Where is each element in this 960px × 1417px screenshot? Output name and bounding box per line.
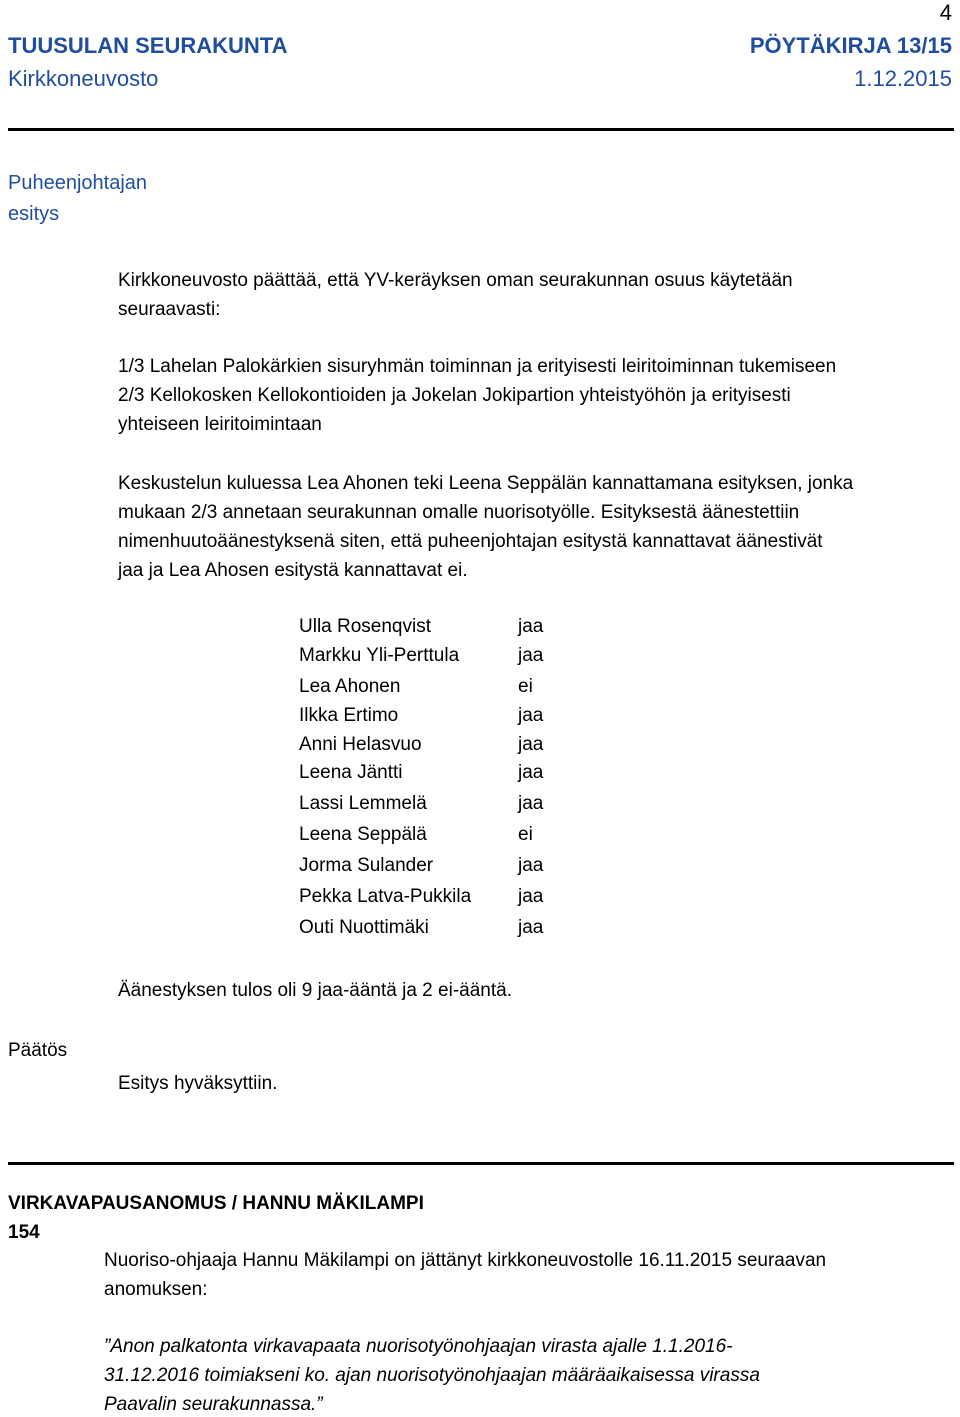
voter-name: Outi Nuottimäki [299, 917, 429, 938]
voter-name: Anni Helasvuo [299, 734, 422, 755]
item-text-line1: Nuoriso-ohjaaja Hannu Mäkilampi on jättänyt kirkkoneuvostolle 16.11.2015 seuraavan [104, 1250, 827, 1271]
meeting-date: 1.12.2015 [854, 66, 952, 91]
voter-vote: jaa [518, 734, 544, 755]
proposal-item-1: 1/3 Lahelan Palokärkien sisuryhmän toiminnan ja erityisesti leiritoiminnan tukemiseen [118, 356, 837, 377]
voter-vote: jaa [518, 917, 544, 938]
voter-vote: ei [518, 824, 533, 845]
voter-name: Jorma Sulander [299, 855, 434, 876]
header-divider [8, 128, 954, 131]
item-quote-line1 [104, 1336, 732, 1358]
quote-text: Anon palkatonta virkavapaata nuorisotyönohjaajan virasta ajalle 1.1.2016- [110, 1336, 733, 1357]
voter-name: Markku Yli-Perttula [299, 645, 460, 666]
organization-name: TUUSULAN SEURAKUNTA [8, 33, 288, 58]
voter-vote: ei [518, 676, 533, 697]
discussion-line3: nimenhuutoäänestyksenä siten, että puheenjohtajan esitystä kannattavat äänestivät [118, 531, 823, 552]
voter-name: Lassi Lemmelä [299, 793, 427, 814]
vote-result: Äänestyksen tulos oli 9 jaa-ääntä ja 2 ei-ääntä. [118, 980, 512, 1001]
section-divider [8, 1162, 954, 1165]
item-quote-line2: 31.12.2016 toimiakseni ko. ajan nuorisotyönohjaajan määräaikaisessa virassa [104, 1365, 760, 1386]
voter-name: Ulla Rosenqvist [299, 616, 431, 637]
opening-quote-mark: ” [104, 1336, 111, 1357]
page-number: 4 [939, 0, 952, 25]
proposal-item-2-line1: 2/3 Kellokosken Kellokontioiden ja Jokelan Jokipartion yhteistyöhön ja erityisesti [118, 385, 791, 406]
voter-vote: jaa [518, 762, 544, 783]
voter-name: Leena Jäntti [299, 762, 403, 783]
proposal-item-2-line2: yhteiseen leiritoimintaan [118, 414, 322, 435]
voter-name: Pekka Latva-Pukkila [299, 886, 472, 907]
item-title: VIRKAVAPAUSANOMUS / HANNU MÄKILAMPI [8, 1193, 424, 1214]
proposal-intro-line2: seuraavasti: [118, 299, 221, 320]
voter-name: Lea Ahonen [299, 676, 401, 697]
decision-label: Päätös [8, 1040, 68, 1061]
voter-vote: jaa [518, 645, 544, 666]
voter-vote: jaa [518, 616, 544, 637]
voter-name: Ilkka Ertimo [299, 705, 399, 726]
discussion-line2: mukaan 2/3 annetaan seurakunnan omalle nuorisotyölle. Esityksestä äänestettiin [118, 502, 800, 523]
proposal-label-line2: esitys [8, 203, 60, 225]
meeting-body: Kirkkoneuvosto [8, 66, 159, 91]
voter-vote: jaa [518, 855, 544, 876]
discussion-line1: Keskustelun kuluessa Lea Ahonen teki Leena Seppälän kannattamana esityksen, jonka [118, 473, 854, 494]
voter-vote: jaa [518, 705, 544, 726]
item-quote-line3: Paavalin seurakunnassa.” [104, 1394, 323, 1415]
decision-text: Esitys hyväksyttiin. [118, 1073, 278, 1094]
voter-vote: jaa [518, 793, 544, 814]
voter-name: Leena Seppälä [299, 824, 427, 845]
item-number: 154 [8, 1222, 40, 1243]
item-text-line2: anomuksen: [104, 1279, 208, 1300]
discussion-line4: jaa ja Lea Ahosen esitystä kannattavat ei. [118, 560, 468, 581]
document-type: PÖYTÄKIRJA 13/15 [749, 33, 952, 58]
proposal-intro-line1: Kirkkoneuvosto päättää, että YV-keräyksen oman seurakunnan osuus käytetään [118, 270, 793, 291]
proposal-label-line1: Puheenjohtajan [8, 172, 148, 194]
voter-vote: jaa [518, 886, 544, 907]
